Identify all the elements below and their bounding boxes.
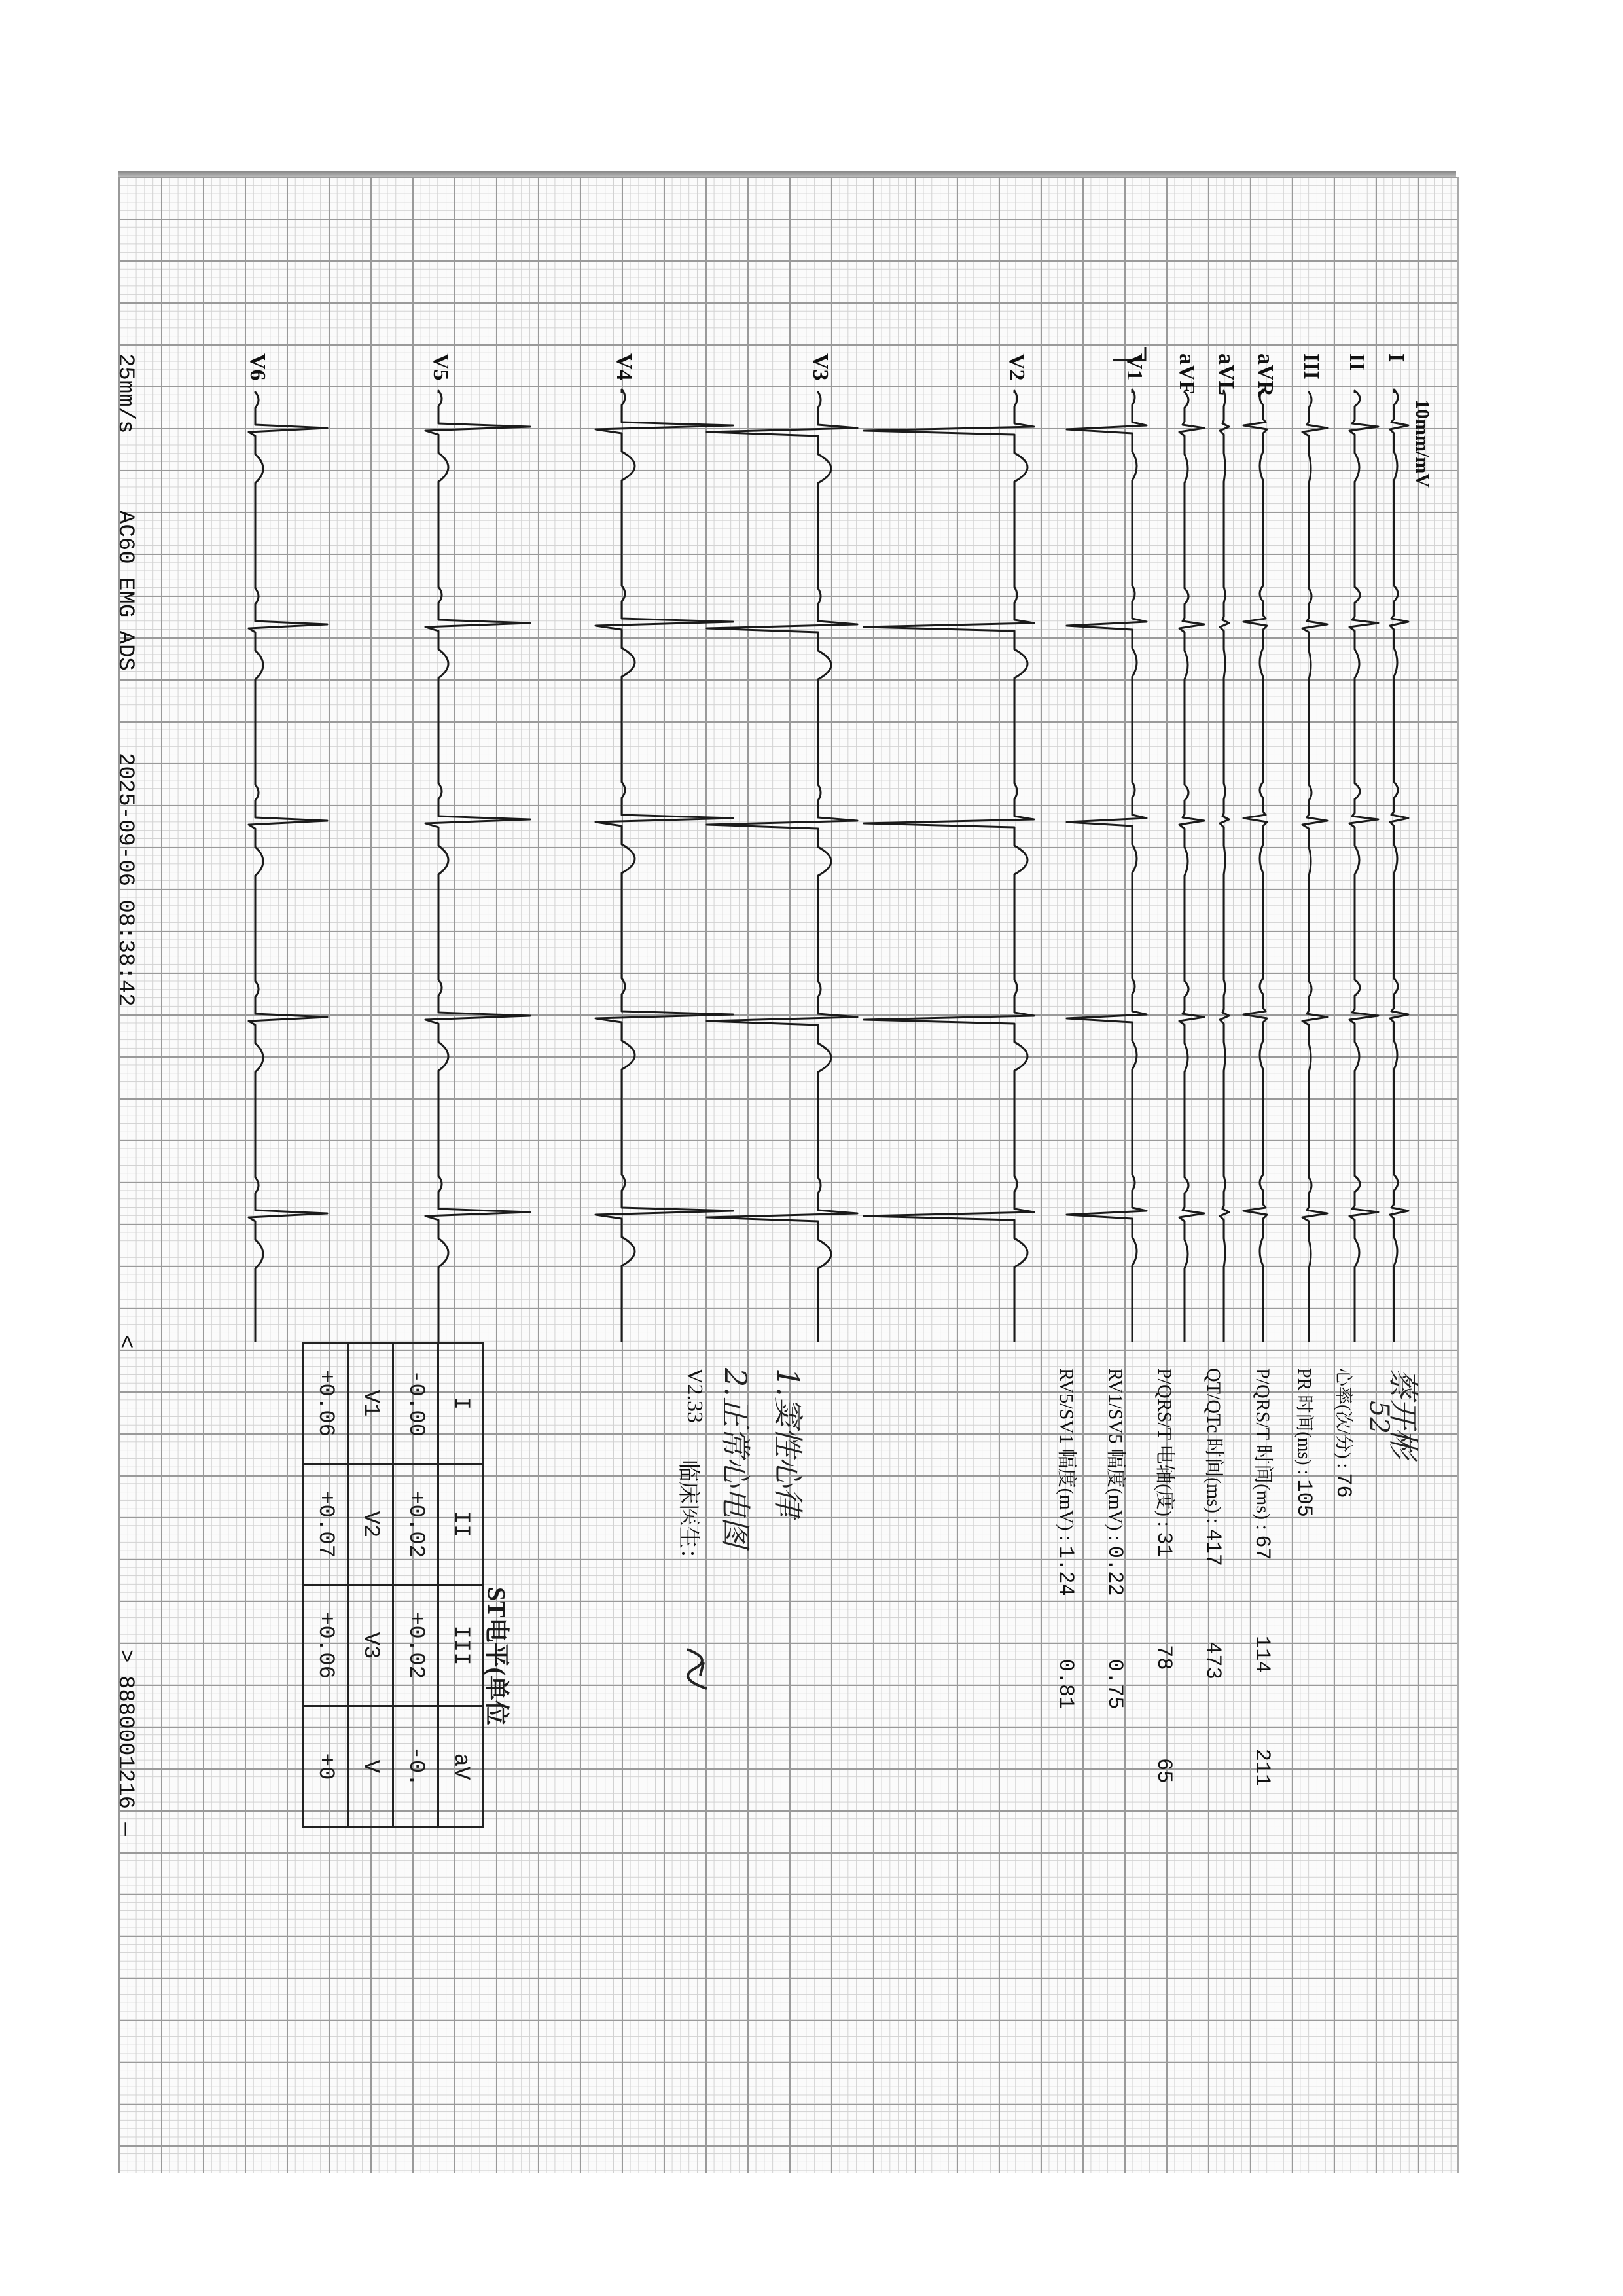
- st-header-row-1: [438, 1343, 484, 1827]
- lead-label-v6: V6: [245, 353, 270, 381]
- measurement-value: 1.24 0.81: [1054, 1545, 1078, 1710]
- ecg-trace-v4: [596, 389, 733, 1342]
- st-cell: V3: [348, 1585, 393, 1706]
- lead-label-avr: aVR: [1253, 353, 1277, 397]
- measurement-row: [1292, 1368, 1319, 1517]
- ecg-trace-iii: [1302, 392, 1327, 1342]
- st-cell: +0.07: [303, 1464, 348, 1585]
- st-cell: I: [438, 1343, 484, 1464]
- lead-label-avf: aVF: [1175, 353, 1199, 395]
- measurement-value: 31 78 65: [1152, 1532, 1176, 1784]
- lead-label-v3: V3: [808, 353, 832, 381]
- st-cell: V2: [348, 1464, 393, 1585]
- st-level-table: [302, 1342, 484, 1828]
- measurement-value: 67 114 211: [1250, 1535, 1274, 1787]
- measurement-row: [1250, 1368, 1279, 1786]
- diagnosis-line-1: 1.窦性心律: [770, 1368, 806, 1517]
- measurement-value: 105: [1292, 1479, 1316, 1517]
- patient-age: 52: [1364, 1401, 1394, 1434]
- st-value-row-2: [303, 1343, 348, 1827]
- st-cell: +0.06: [303, 1585, 348, 1706]
- measurement-label: RV1/SV5 幅度(mV): [1105, 1368, 1126, 1531]
- record-datetime: 2025-09-06 08:38:42: [113, 753, 137, 1007]
- st-cell: +0.02: [393, 1464, 438, 1585]
- st-cell: +0: [303, 1706, 348, 1827]
- ecg-trace-v6: [249, 392, 327, 1342]
- st-cell: +0.02: [393, 1585, 438, 1706]
- st-cell: -0.: [393, 1706, 438, 1827]
- measurement-label: PR 时间(ms): [1294, 1368, 1314, 1465]
- patient-name: 蔡开彬: [1385, 1368, 1421, 1458]
- paper-speed: 25mm/s: [113, 353, 137, 434]
- measurement-separator: :: [1203, 1513, 1224, 1529]
- st-cell: -0.00: [393, 1343, 438, 1464]
- st-cell: III: [438, 1585, 484, 1706]
- ecg-trace-avf: [1179, 392, 1204, 1342]
- measurement-separator: :: [1333, 1458, 1353, 1473]
- ecg-trace-v1: [1067, 389, 1147, 1342]
- st-cell: II: [438, 1464, 484, 1585]
- measurement-label: QT/QTc 时间(ms): [1203, 1368, 1224, 1514]
- ecg-trace-v2: [864, 391, 1034, 1342]
- doctor-signature-icon: [674, 1643, 720, 1695]
- measurement-value: 76: [1331, 1473, 1355, 1498]
- measurement-separator: :: [1252, 1520, 1274, 1535]
- doctor-label: 临床医生：: [676, 1460, 700, 1571]
- lead-label-ii: II: [1345, 353, 1369, 371]
- measurement-label: RV5/SV1 幅度(mV): [1056, 1368, 1077, 1531]
- measurement-separator: :: [1154, 1516, 1175, 1532]
- filter-settings: AC60 EMG ADS: [113, 511, 137, 671]
- lead-label-v5: V5: [429, 353, 453, 381]
- ecg-traces: [92, 347, 1420, 2009]
- lead-label-avl: aVL: [1214, 353, 1238, 396]
- print-footer: [98, 347, 137, 2009]
- lead-label-v2: V2: [1005, 353, 1029, 381]
- ecg-trace-avr: [1243, 389, 1267, 1342]
- st-cell: aV: [438, 1706, 484, 1827]
- measurement-row: [1201, 1368, 1230, 1679]
- right-arrow-icon: >: [113, 1649, 137, 1663]
- ecg-trace-i: [1390, 389, 1408, 1342]
- ecg-trace-avl: [1220, 391, 1229, 1342]
- st-table-title: ST电平(单位: [482, 1587, 510, 1726]
- measurement-row: [1152, 1368, 1181, 1783]
- measurement-label: P/QRS/T 时间(ms): [1252, 1368, 1274, 1520]
- measurement-value: 417 473: [1201, 1528, 1225, 1679]
- measurement-row: [1054, 1368, 1083, 1709]
- st-cell: +0.06: [303, 1343, 348, 1464]
- ecg-trace-ii: [1349, 391, 1378, 1342]
- measurement-label: 心率(次/分): [1333, 1368, 1353, 1459]
- st-value-row-1: [393, 1343, 438, 1827]
- measurement-separator: :: [1105, 1530, 1126, 1546]
- lead-label-v1: V1: [1122, 353, 1147, 381]
- st-cell: V: [348, 1706, 393, 1827]
- measurement-value: 0.22 0.75: [1103, 1545, 1127, 1710]
- lead-label-v4: V4: [612, 353, 636, 381]
- lead-label-i: I: [1384, 353, 1408, 363]
- lead-label-iii: III: [1299, 353, 1323, 380]
- measurement-label: P/QRS/T 电轴(度): [1154, 1368, 1175, 1516]
- diagnosis-line-2: 2.正常心电图: [718, 1368, 753, 1547]
- record-id: 8880001216 —: [113, 1676, 137, 1836]
- measurement-separator: :: [1294, 1465, 1314, 1480]
- ecg-trace-v5: [425, 391, 530, 1342]
- ecg-content-rotated: [92, 347, 1433, 2009]
- calibration-label: 10mm/mV: [1412, 399, 1433, 488]
- measurement-row: [1103, 1368, 1132, 1709]
- st-header-row-2: [348, 1343, 393, 1827]
- ecg-trace-v3: [707, 392, 857, 1342]
- measurement-row: [1331, 1368, 1358, 1498]
- measurement-separator: :: [1056, 1530, 1077, 1546]
- st-cell: V1: [348, 1343, 393, 1464]
- software-version: V2.33: [683, 1368, 707, 1424]
- left-arrow-icon: <: [113, 1335, 137, 1349]
